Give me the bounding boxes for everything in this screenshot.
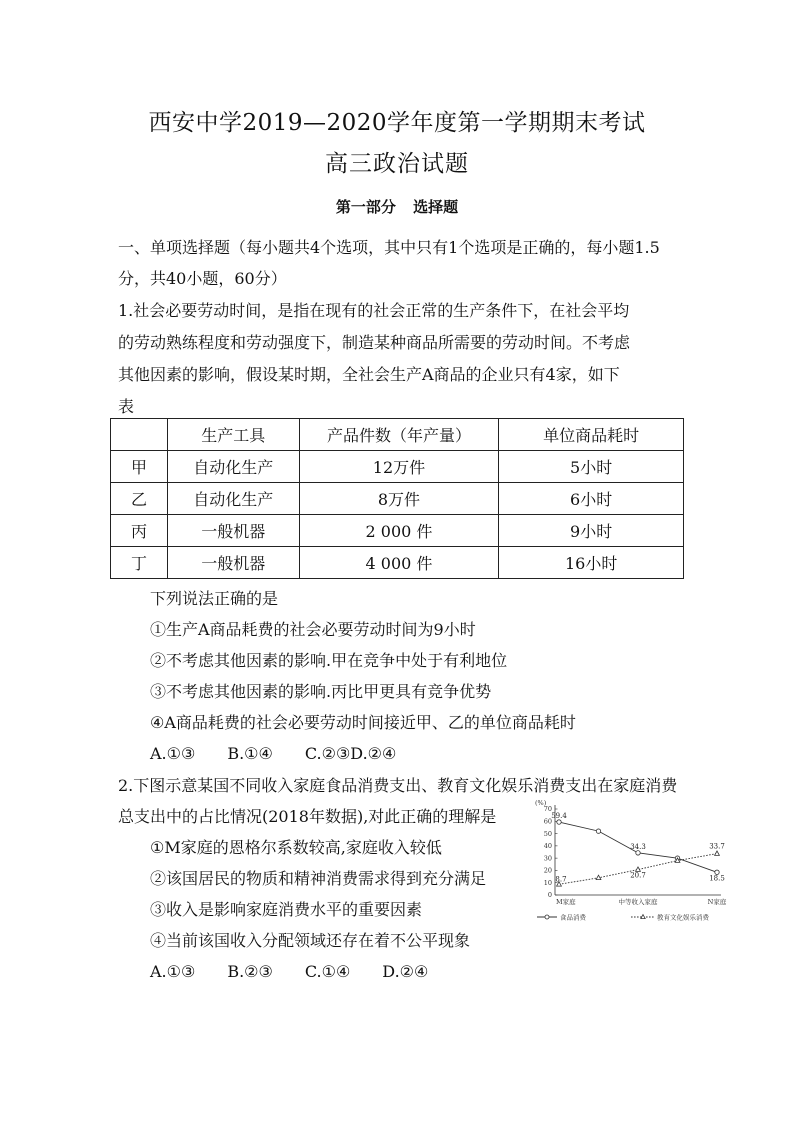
- y-axis-label: (%): [535, 799, 547, 807]
- table-header-cell: [111, 419, 168, 451]
- table-cell: 甲: [111, 451, 168, 483]
- data-label: 8.7: [555, 875, 567, 884]
- q2-stem-line2: 总支出中的占比情况(2018年数据),对此正确的理解是: [118, 807, 497, 826]
- table-cell: 一般机器: [167, 515, 299, 547]
- y-tick-label: 70: [543, 805, 552, 814]
- table-cell: 乙: [111, 483, 168, 515]
- exam-title: 西安中学2019—2020学年度第一学期期末考试: [148, 110, 646, 136]
- table-cell: 5小时: [499, 451, 684, 483]
- table-cell: 一般机器: [167, 547, 299, 579]
- table-cell: 自动化生产: [167, 451, 299, 483]
- data-point-food: [596, 829, 600, 833]
- table-cell: 8万件: [299, 483, 499, 515]
- part-name: 选择题: [413, 198, 459, 216]
- table-cell: 6小时: [499, 483, 684, 515]
- table-cell: 2 000 件: [299, 515, 499, 547]
- q1-stem-line2: 的劳动熟练程度和劳动强度下，制造某种商品所需要的劳动时间。不考虑: [118, 333, 631, 352]
- data-point-food: [557, 820, 561, 824]
- data-point-education: [715, 851, 720, 855]
- q1-statement-3: ③不考虑其他因素的影响.丙比甲更具有竞争优势: [150, 682, 492, 701]
- y-tick-label: 20: [543, 866, 552, 875]
- consumption-line-chart: [533, 797, 743, 927]
- x-category-label: 中等收入家庭: [618, 898, 658, 906]
- data-label: 20.7: [630, 871, 646, 880]
- legend-marker-food: [545, 915, 549, 919]
- exam-subtitle: 高三政治试题: [325, 151, 469, 177]
- table-cell: 丁: [111, 547, 168, 579]
- table-header-cell: 单位商品耗时: [499, 419, 684, 451]
- q2-statement-1: ①M家庭的恩格尔系数较高,家庭收入较低: [150, 838, 442, 857]
- table-row: [111, 547, 684, 579]
- data-point-food: [636, 851, 640, 855]
- y-tick-label: 50: [543, 829, 552, 838]
- q2-choices: A.①③ B.②③ C.①④ D.②④: [150, 962, 429, 981]
- legend-label-education: 教育文化娱乐消费: [657, 913, 709, 922]
- table-row: [111, 483, 684, 515]
- q1-stem-line1: 1.社会必要劳动时间，是指在现有的社会正常的生产条件下，在社会平均: [118, 301, 630, 320]
- table-header-cell: 生产工具: [167, 419, 299, 451]
- q1-statement-2: ②不考虑其他因素的影响.甲在竞争中处于有利地位: [150, 651, 508, 670]
- x-category-label: N家庭: [707, 898, 727, 906]
- q1-statement-4: ④A商品耗费的社会必要劳动时间接近甲、乙的单位商品耗时: [150, 713, 576, 732]
- table-row: [111, 515, 684, 547]
- table-cell: 丙: [111, 515, 168, 547]
- table-header-cell: 产品件数（年产量）: [299, 419, 499, 451]
- section-instructions-line1: 一、单项选择题（每小题共4个选项，其中只有1个选项是正确的，每小题1.5: [118, 238, 660, 257]
- table-cell: 4 000 件: [299, 547, 499, 579]
- q2-statement-3: ③收入是影响家庭消费水平的重要因素: [150, 900, 423, 919]
- data-label: 33.7: [709, 842, 725, 851]
- q2-stem-line1: 2.下图示意某国不同收入家庭食品消费支出、教育文化娱乐消费支出在家庭消费: [118, 776, 678, 795]
- y-tick-label: 10: [543, 878, 552, 887]
- data-point-education: [596, 875, 601, 879]
- table-cell: 16小时: [499, 547, 684, 579]
- table-row: [111, 451, 684, 483]
- y-tick-label: 40: [543, 842, 552, 851]
- part-label: 第一部分: [335, 198, 396, 216]
- legend-label-food: 食品消费: [560, 913, 586, 922]
- data-label: 34.3: [630, 842, 646, 851]
- q1-stem-line4: 表: [118, 397, 135, 416]
- q1-stem-line3: 其他因素的影响，假设某时期，全社会生产A商品的企业只有4家，如下: [118, 365, 620, 384]
- q1-table: [110, 418, 684, 579]
- q1-statement-1: ①生产A商品耗费的社会必要劳动时间为9小时: [150, 620, 476, 639]
- q1-prompt: 下列说法正确的是: [150, 589, 279, 608]
- table-cell: 9小时: [499, 515, 684, 547]
- x-category-label: M家庭: [556, 898, 576, 906]
- q1-choices: A.①③ B.①④ C.②③D.②④: [150, 744, 397, 763]
- data-label: 18.5: [709, 874, 725, 883]
- table-cell: 12万件: [299, 451, 499, 483]
- data-label: 59.4: [551, 812, 567, 821]
- part-heading: [0, 196, 794, 217]
- section-instructions-line2: 分，共40小题，60分）: [118, 269, 287, 288]
- table-cell: 自动化生产: [167, 483, 299, 515]
- legend-marker-education: [641, 915, 645, 919]
- table-header-row: [111, 419, 684, 451]
- y-tick-label: 0: [547, 891, 552, 900]
- q2-statement-2: ②该国居民的物质和精神消费需求得到充分满足: [150, 869, 487, 888]
- y-tick-label: 60: [543, 817, 552, 826]
- q2-statement-4: ④当前该国收入分配领域还存在着不公平现象: [150, 931, 471, 950]
- y-tick-label: 30: [543, 854, 552, 863]
